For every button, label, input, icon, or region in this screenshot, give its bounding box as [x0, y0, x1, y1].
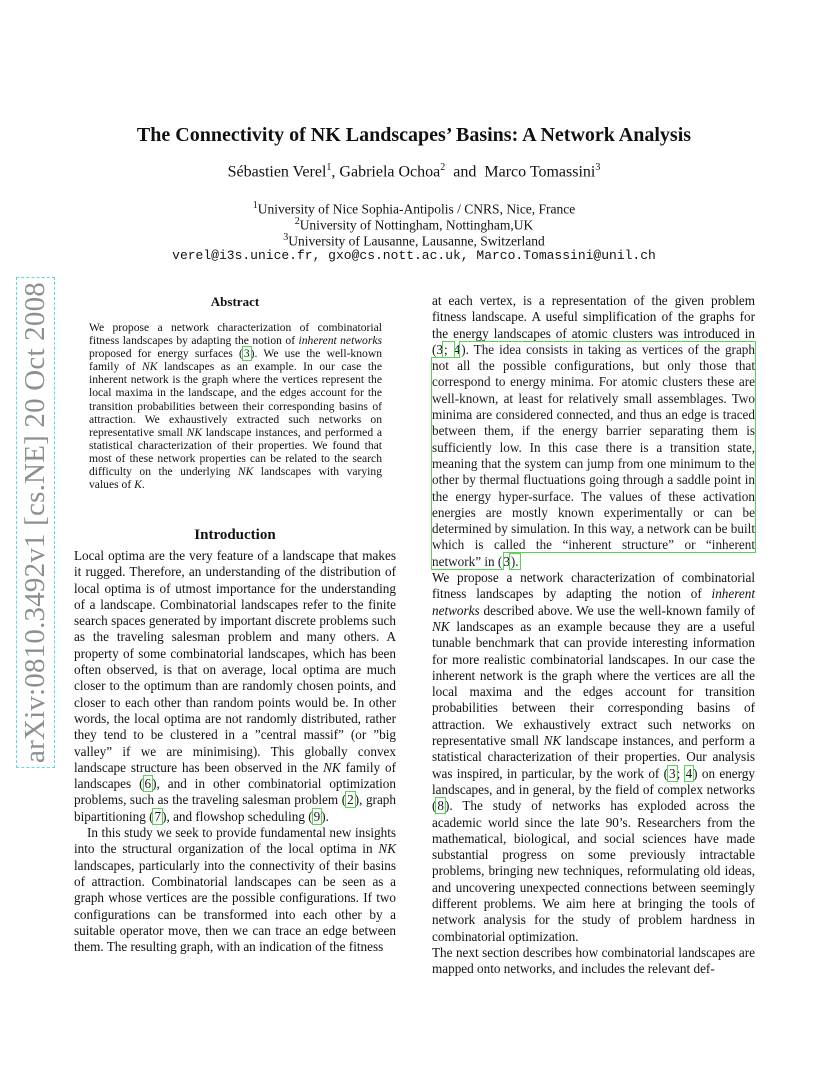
body-text: landscapes, particularly into the connectivity of their basins of attraction. Combinatorial landscapes can be seen as a graph whose vertices are the possible configurations. If two configurations can be transformed into each other by a suitable operator move, then we can trace an edge between them. The resulting graph, with an indication of the fitness	[74, 857, 396, 955]
math-symbol: NK	[142, 360, 158, 374]
abstract-text: landscapes with varying values of	[89, 465, 382, 492]
paragraph: The next section describes how combinatorial landscapes are mapped onto networks, and includes the relevant def-	[432, 944, 755, 977]
affiliation-marker: 1	[252, 200, 258, 211]
body-text: Local optima are the very feature of a landscape that makes it rugged. Therefore, an understanding of the distribution of local optima is of utmost importance for the understanding of a landscape. Combinatorial landscapes refer to the finite search spaces generated by important discrete problems such as the traveling salesman problem and many others. A property of some combinatorial landscapes, which has been often observed, is that on average, local optima are much closer to the optimum than are randomly chosen points, and closer to each other than random points would be. In other words, the local optima are not randomly distributed, rather they tend to be clustered in a ”central massif” (or ”big valley” if we are minimising). This globally convex landscape structure has been observed in the	[74, 548, 396, 775]
body-text: ;	[676, 765, 685, 781]
math-symbol: NK	[186, 425, 203, 439]
math-symbol: NK	[378, 841, 396, 857]
body-text: ) on energy landscapes, and in general, by the field of complex networks (	[432, 765, 755, 814]
author-emails: verel@i3s.unice.fr, gxo@cs.nott.ac.uk, Marco.Tomassini@unil.ch	[172, 248, 656, 263]
body-text: family of landscapes (	[74, 759, 396, 792]
paragraph	[432, 570, 755, 945]
emphasis-text: inherent networks	[432, 586, 755, 618]
author-name: Marco Tomassini	[484, 163, 596, 181]
author-separator: and	[449, 163, 481, 181]
author-affiliation-marker: 3	[595, 162, 601, 173]
citation-link[interactable]: ;	[444, 341, 453, 357]
abstract-text: .	[141, 478, 145, 492]
abstract-text: We propose a network characterization of combinatorial fitness landscapes by adapting the notion of	[89, 321, 382, 348]
affiliation-marker: 2	[294, 216, 300, 227]
author-name: Gabriela Ochoa	[339, 163, 441, 181]
body-text: 3	[503, 553, 510, 569]
abstract-body	[89, 321, 382, 491]
abstract-text: proposed for energy surfaces (	[89, 347, 243, 361]
body-text: landscape instances, and perform a statistical characterization of their properties. Our analysis was inspired, in particular, by the work of (	[432, 733, 755, 781]
abstract-heading: Abstract	[210, 294, 260, 309]
affiliation-line	[80, 216, 748, 234]
citation-link[interactable]: 2	[347, 792, 354, 808]
math-symbol: NK	[543, 733, 562, 749]
affiliation-line	[80, 232, 748, 250]
math-symbol: NK	[237, 465, 254, 479]
body-text: In this study we seek to provide fundamental new insights into the structural organization of the local optima in	[74, 825, 396, 857]
arxiv-identifier-text[interactable]: arXiv:0810.3492v1 [cs.NE] 20 Oct 2008	[18, 281, 51, 763]
abstract-text: landscape instances, and performed a statistical characterization of their properties. We found that most of these network properties can be related to the search difficulty on the underlying	[89, 425, 383, 479]
affiliation-line	[80, 200, 748, 218]
author-affiliation-marker: 2	[440, 162, 446, 173]
body-text: ), graph bipartitioning (	[74, 792, 396, 824]
citation-link[interactable]: 7	[154, 808, 162, 824]
author-separator: ,	[331, 163, 340, 181]
author-name: Sébastien Verel	[227, 163, 327, 181]
paragraph-continued	[432, 293, 755, 570]
body-text: ), and flowshop scheduling (	[162, 808, 313, 824]
citation-link[interactable]: 4	[685, 765, 693, 781]
author-affiliation-marker: 1	[326, 162, 332, 173]
citation-link[interactable]: ).	[510, 553, 519, 569]
math-symbol: NK	[432, 618, 450, 634]
section-heading-introduction: Introduction	[194, 527, 276, 543]
body-column-left	[74, 548, 396, 955]
body-text: ). The study of networks has exploded across the academic world since the late 90’s. Researchers from the mathematical, biological, and social sciences have made substantial progress on some previously intractable problems, bringing new techniques, reformulating old ideas, and uncovering unexpected connections between seemingly different problems. We aim here at bringing the tools of network analysis for the study of problem hardness in combinatorial optimization.	[432, 798, 755, 944]
abstract-text: landscapes as an example. In our case the inherent network is the graph where the vertices represent the local maxima in the landscape, and the edges account for the transition probabilities between their corresponding basins of attraction. We exhaustively extracted such networks on representative small	[89, 360, 382, 439]
paragraph	[74, 825, 396, 955]
math-symbol: NK	[323, 759, 341, 775]
body-text: ).	[321, 808, 329, 824]
abstract-text: ). We use the well-known family of	[89, 347, 382, 374]
affiliation-text: University of Nice Sophia-Antipolis / CNRS, Nice, France	[257, 201, 576, 217]
citation-link[interactable]: 9	[313, 808, 321, 824]
body-text: ), and in other combinatorial optimization problems, such as the traveling salesman problem (	[74, 776, 396, 808]
body-text: We propose a network characterization of combinatorial fitness landscapes by adapting the notion of	[432, 570, 755, 602]
arxiv-identifier-stamp	[12, 262, 58, 782]
citation-link[interactable]: ). The idea consists in taking as vertices of the graph not all the possible configurations, but only those that correspond to energy minima. For atomic clusters these are well-known, at least for relatively small assemblages. Two minima are considered connected, and thus an edge is traced between them, if the energy barrier separating them is sufficiently low. In this case there is a transition state, meaning that the system can jump from one minimum to the other by thermal fluctuations going through a saddle point in the energy hyper-surface. The values of these activation energies are mostly known experimentally or can be determined by simulation. In this way, a network can be built which is called the “inherent structure” or “inherent network” in (	[432, 341, 755, 569]
affiliation-marker: 3	[283, 232, 289, 243]
body-text: 4	[453, 341, 461, 357]
paragraph	[74, 548, 396, 825]
body-column-right	[432, 293, 755, 977]
author-list	[80, 162, 748, 181]
citation-link[interactable]: 3	[669, 765, 676, 781]
citation-link[interactable]: 3	[243, 347, 250, 361]
citation-link[interactable]: 6	[144, 776, 152, 792]
emphasis-text: inherent networks	[298, 334, 383, 348]
citation-link[interactable]: 8	[437, 798, 444, 814]
body-text: at each vertex, is a representation of the given problem fitness landscape. A useful simplification of the graphs for the energy landscapes of atomic clusters was introduced in (3	[432, 293, 755, 357]
paper-title: The Connectivity of NK Landscapes’ Basins: A Network Analysis	[136, 124, 692, 146]
body-text: landscapes as an example because they are a useful tunable benchmark that can provide interesting information for more realistic combinatorial landscapes. In our case the inherent network is the graph where the vertices are all the local maxima and the edges account for transition probabilities between their corresponding basins of attraction. We exhaustively extract such networks on representative small	[432, 618, 755, 749]
affiliation-text: University of Lausanne, Lausanne, Switzerland	[288, 233, 545, 249]
affiliation-text: University of Nottingham, Nottingham,UK	[299, 217, 534, 233]
math-symbol: K	[134, 478, 142, 492]
body-text: described above. We use the well-known family of	[479, 602, 755, 618]
